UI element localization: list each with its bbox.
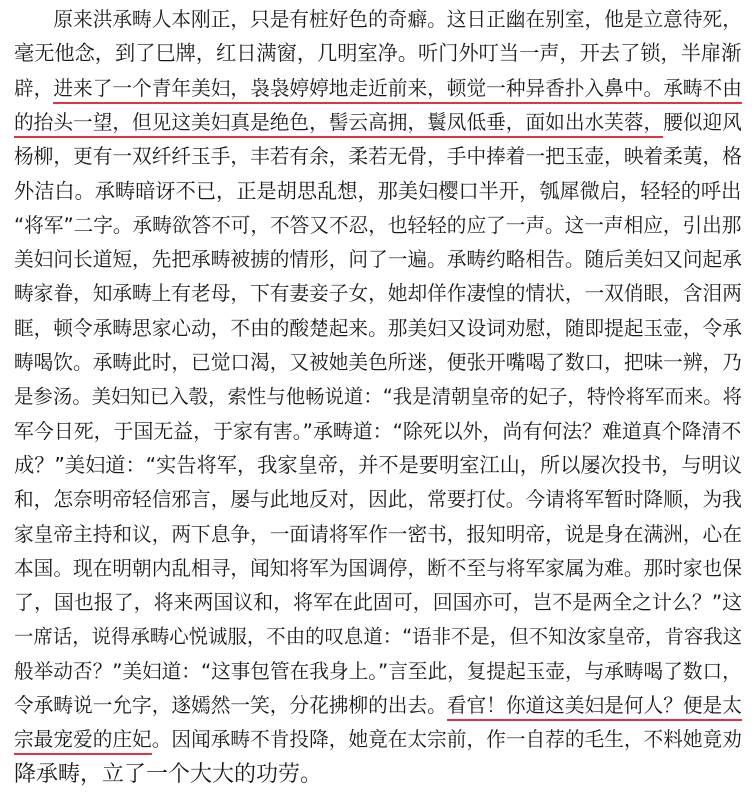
text-segment: 。因闻承畴不肯投降，她竟在太宗前，作一自荐的毛生，不料她竟劝 — [151, 728, 742, 752]
underlined-text-segment: 看官！你道这美妇是何人？便是太 — [447, 694, 742, 721]
text-line — [14, 758, 742, 791]
text-segment: 本国。现在明朝内乱相寻，闻知将军为国调停，断不至与将军家属为难。那时家也保 — [14, 556, 742, 580]
text-line — [14, 209, 742, 242]
text-segment: 和，怎奈明帝轻信邪言，屡与此地反对，因此，常要打仗。今请将军暂时降顺，为我 — [14, 488, 742, 512]
text-segment: 般举动否？”美妇道：“这事包管在我身上。”言至此，复提起玉壶，与承畴喝了数口， — [14, 659, 742, 683]
text-line — [14, 620, 742, 653]
text-segment: 外洁白。承畴暗讶不已，正是胡思乱想，那美妇樱口半开，瓠犀微启，轻轻的呼出 — [14, 178, 742, 203]
text-line — [14, 312, 742, 345]
text-segment: 辟， — [14, 76, 54, 100]
text-line — [14, 723, 742, 756]
underlined-text-segment: 进来了一个青年美妇，袅袅婷婷地走近前来，顿觉一种异香扑入鼻中。承畴不由 — [53, 77, 742, 104]
text-line — [14, 3, 742, 36]
text-line — [14, 449, 742, 482]
text-segment: 降承畴，立了一个大大的功劳。 — [14, 761, 323, 787]
text-line — [14, 175, 742, 208]
text-line — [14, 346, 742, 379]
text-line — [14, 689, 742, 722]
text-line — [14, 106, 742, 139]
text-segment: 腰似迎风 — [663, 110, 742, 134]
text-line — [14, 243, 742, 276]
text-segment: 军今日死，于国无益，于家有害。”承畴道：“除死以外，尚有何法？难道真个降清不 — [14, 419, 742, 443]
text-line — [14, 37, 742, 70]
text-line — [14, 415, 742, 448]
text-segment: 眶，顿令承畴思家心动，不由的酸楚起来。那美妇又设词劝慰，随即提起玉壶，令承 — [14, 316, 742, 340]
text-line — [14, 380, 742, 413]
text-line — [14, 140, 742, 173]
text-segment: 了，国也报了，将来两国议和，将军在此固可，回国亦可，岂不是两全之计么？”这 — [14, 590, 743, 615]
text-segment: 成？”美妇道：“实告将军，我家皇帝，并不是要明室江山，所以屡次投书，与明议 — [14, 452, 743, 477]
text-line — [14, 72, 742, 105]
text-segment: 毫无他念，到了巳牌，红日满窗，几明室净。听门外叮当一声，开去了锁，半扉渐 — [14, 41, 742, 66]
text-line — [14, 483, 742, 516]
text-segment: 家皇帝主持和议，两下息争，一面请将军作一密书，报知明帝，说是身在满洲，心在 — [14, 522, 742, 546]
text-line — [14, 655, 742, 688]
text-line — [14, 518, 742, 551]
text-segment: 杨柳，更有一双纤纤玉手，丰若有余，柔若无骨，手中捧着一把玉壶，映着柔荑，格 — [14, 145, 742, 169]
text-segment: 令承畴说一允字，遂嫣然一笑，分花拂柳的出去。 — [14, 694, 447, 717]
text-line — [14, 277, 742, 310]
text-segment: 美妇问长道短，先把承畴被掳的情形，问了一遍。承畴约略相告。随后美妇又问起承 — [14, 248, 742, 272]
underlined-text-segment: 的抬头一望，但见这美妇真是绝色，髻云高拥，鬟凤低垂，面如出水芙蓉， — [14, 111, 663, 138]
text-line — [14, 586, 742, 619]
text-segment: 一席话，说得承畴心悦诚服，不由的叹息道：“语非不是，但不知汝家皇帝，肯容我这 — [14, 625, 743, 649]
text-segment: 畴喝饮。承畴此时，已觉口渴，又被她美色所迷，便张开嘴喝了数口，把味一辨，乃 — [14, 351, 742, 374]
text-segment: “将军”二字。承畴欲答不可，不答又不忍，也轻轻的应了一声。这一声相应，引出那 — [14, 213, 742, 237]
text-segment: 是参汤。美妇知已入彀，索性与他畅说道：“我是清朝皇帝的妃子，特怜将军而来。将 — [14, 385, 743, 409]
text-segment: 原来洪承畴人本刚正，只是有桩好色的奇癖。这日正幽在别室，他是立意待死， — [14, 8, 742, 31]
underlined-text-segment: 宗最宠爱的庄妃 — [14, 728, 152, 755]
text-line — [14, 552, 742, 585]
text-segment: 畴家眷，知承畴上有老母，下有妻妾子女，她却佯作凄惶的情状，一双俏眼，含泪两 — [14, 282, 742, 306]
